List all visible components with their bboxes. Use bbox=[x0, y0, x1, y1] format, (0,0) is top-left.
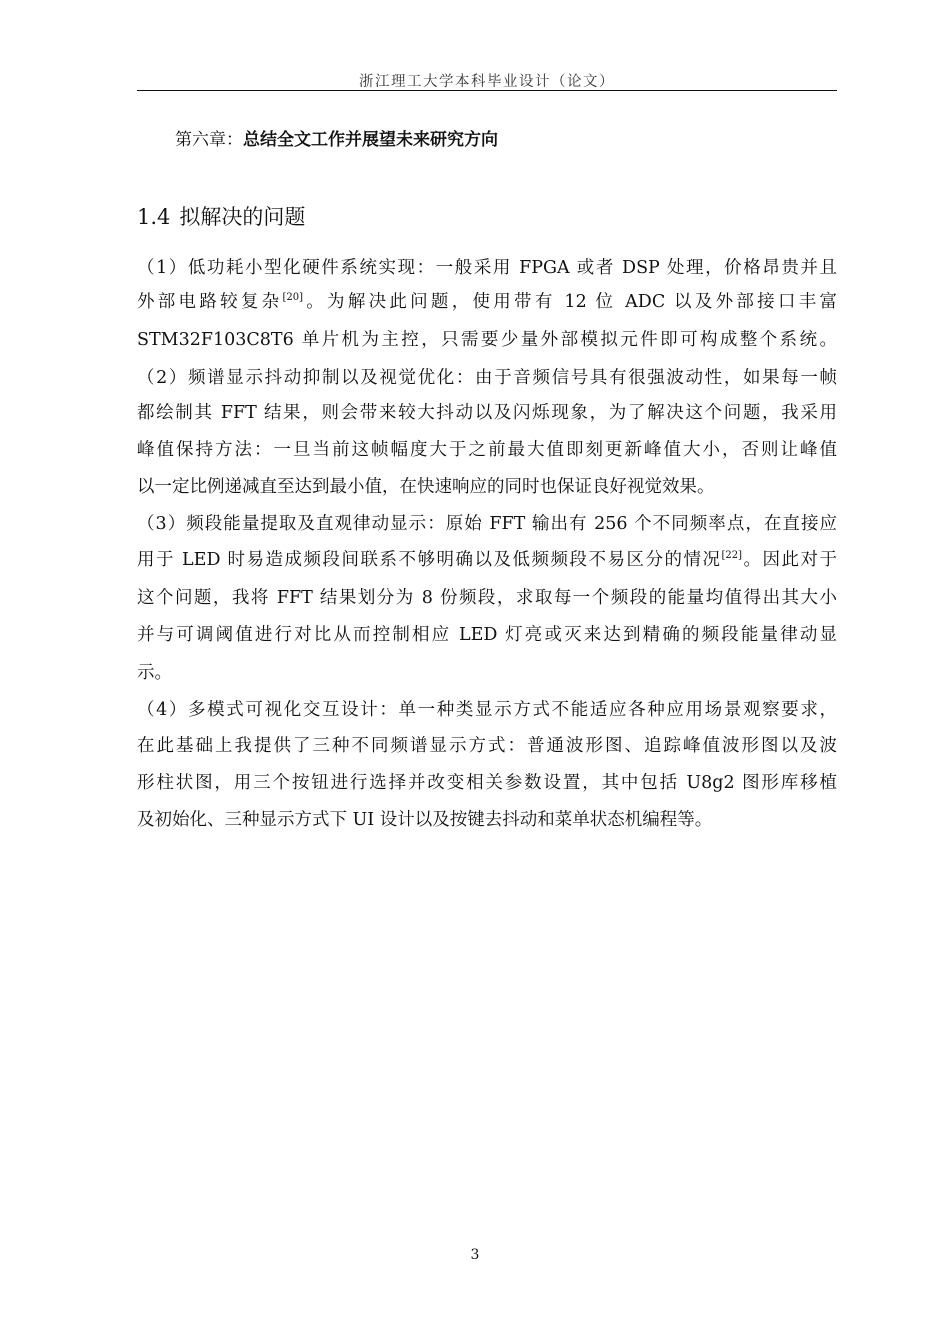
body-text-line: （2）频谱显示抖动抑制以及视觉优化：由于音频信号具有很强波动性，如果每一帧 bbox=[137, 368, 837, 388]
body-text-line: 这个问题，我将 FFT 结果划分为 8 份频段，求取每一个频段的能量均值得出其大小 bbox=[137, 588, 837, 608]
chapter-list-item bbox=[175, 127, 498, 153]
body-text-line: STM32F103C8T6 单片机为主控，只需要少量外部模拟元件即可构成整个系统。 bbox=[137, 330, 837, 350]
chapter-prefix: 第六章： bbox=[175, 130, 243, 150]
body-text-line: 示。 bbox=[137, 663, 172, 683]
body-text-line: （1）低功耗小型化硬件系统实现：一般采用 FPGA 或者 DSP 处理，价格昂贵并且 bbox=[137, 258, 837, 278]
body-text-line: 并与可调阈值进行对比从而控制相应 LED 灯亮或灭来达到精确的频段能量律动显 bbox=[137, 625, 837, 645]
header-rule bbox=[137, 90, 837, 91]
body-text-line: （4）多模式可视化交互设计：单一种类显示方式不能适应各种应用场景观察要求， bbox=[137, 700, 837, 720]
body-text-line: （3）频段能量提取及直观律动显示：原始 FFT 输出有 256 个不同频率点，在直接应 bbox=[137, 514, 837, 534]
running-header: 浙江理工大学本科毕业设计（论文） bbox=[359, 74, 615, 90]
body-text-line: 形柱状图，用三个按钮进行选择并改变相关参数设置，其中包括 U8g2 图形库移植 bbox=[137, 773, 837, 793]
body-text-line: 峰值保持方法：一旦当前这帧幅度大于之前最大值即刻更新峰值大小，否则让峰值 bbox=[137, 440, 837, 460]
section-number: 1.4 bbox=[137, 205, 171, 229]
citation-ref: [20] bbox=[282, 292, 303, 303]
body-text-line: 都绘制其 FFT 结果，则会带来较大抖动以及闪烁现象，为了解决这个问题，我采用 bbox=[137, 403, 837, 423]
section-title: 拟解决的问题 bbox=[179, 205, 306, 229]
body-text-line: 及初始化、三种显示方式下 UI 设计以及按键去抖动和菜单状态机编程等。 bbox=[137, 810, 713, 830]
chapter-title: 总结全文工作并展望未来研究方向 bbox=[243, 130, 498, 150]
body-text-line: 外部电路较复杂[20]。为解决此问题，使用带有 12 位 ADC 以及外部接口丰富 bbox=[137, 292, 837, 312]
body-text-line: 以一定比例递减直至达到最小值，在快速响应的同时也保证良好视觉效果。 bbox=[137, 477, 715, 497]
body-text-line: 用于 LED 时易造成频段间联系不够明确以及低频频段不易区分的情况[22]。因此对于 bbox=[137, 550, 837, 570]
section-heading bbox=[137, 202, 305, 232]
page-number: 3 bbox=[470, 1247, 480, 1263]
citation-ref: [22] bbox=[721, 550, 743, 561]
body-text-line: 在此基础上我提供了三种不同频谱显示方式：普通波形图、追踪峰值波形图以及波 bbox=[137, 736, 837, 756]
